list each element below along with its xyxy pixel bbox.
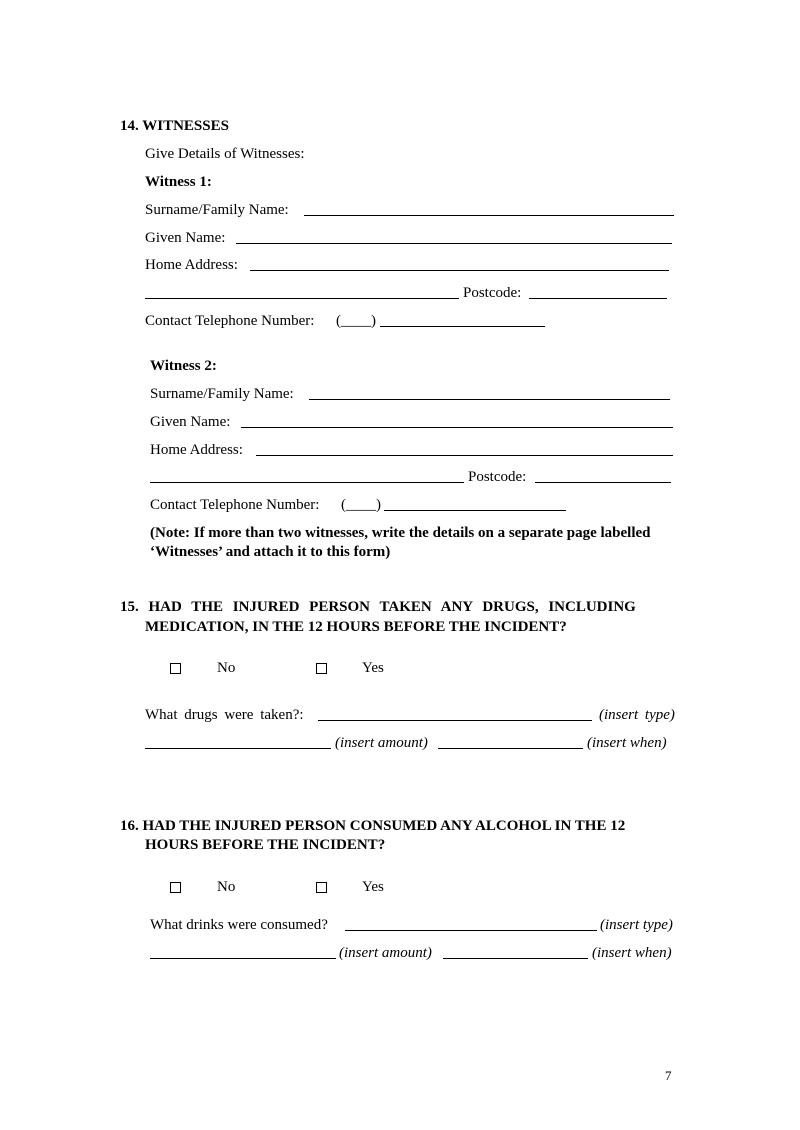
w2-phone-label: Contact Telephone Number:: [150, 497, 320, 513]
section-15-heading-line-2: MEDICATION, IN THE 12 HOURS BEFORE THE INCIDENT?: [145, 619, 567, 635]
w1-address-line2-field[interactable]: [145, 298, 459, 299]
section-14-heading: 14. WITNESSES: [120, 118, 229, 134]
w1-given-field[interactable]: [236, 243, 672, 244]
w1-address-field[interactable]: [250, 270, 669, 271]
drugs-when-field[interactable]: [438, 748, 583, 749]
drugs-when-hint: (insert when): [587, 735, 667, 751]
w2-postcode-label: Postcode:: [468, 469, 527, 485]
drugs-type-field[interactable]: [318, 720, 592, 721]
section-16-heading-line-2: HOURS BEFORE THE INCIDENT?: [145, 837, 386, 853]
w2-address-field[interactable]: [256, 455, 673, 456]
w1-postcode-field[interactable]: [529, 298, 667, 299]
witness-note-line-1: (Note: If more than two witnesses, write the details on a separate page labelled: [150, 525, 651, 541]
alcohol-amount-hint: (insert amount): [339, 945, 432, 961]
drugs-yes-checkbox[interactable]: [316, 663, 327, 674]
alcohol-type-hint: (insert type): [600, 917, 673, 933]
alcohol-yes-label: Yes: [362, 879, 384, 895]
witness-1-title: Witness 1:: [145, 174, 212, 190]
w2-surname-field[interactable]: [309, 399, 670, 400]
section-15-heading-line-1: 15. HAD THE INJURED PERSON TAKEN ANY DRUGS, INCLUDING: [120, 599, 636, 615]
drugs-amount-hint: (insert amount): [335, 735, 428, 751]
page-number: 7: [665, 1068, 672, 1083]
section-16-heading-line-1: 16. HAD THE INJURED PERSON CONSUMED ANY ALCOHOL IN THE 12: [120, 818, 626, 834]
w1-given-label: Given Name:: [145, 230, 226, 246]
drugs-no-checkbox[interactable]: [170, 663, 181, 674]
alcohol-when-field[interactable]: [443, 958, 588, 959]
drugs-no-label: No: [217, 660, 236, 676]
w2-given-field[interactable]: [241, 427, 673, 428]
w1-area-code-field[interactable]: (____): [336, 313, 376, 329]
drugs-yes-label: Yes: [362, 660, 384, 676]
w2-given-label: Given Name:: [150, 414, 231, 430]
alcohol-amount-field[interactable]: [150, 958, 336, 959]
w1-phone-label: Contact Telephone Number:: [145, 313, 315, 329]
drugs-type-hint: (insert type): [599, 707, 675, 723]
drugs-question: What drugs were taken?:: [145, 707, 304, 723]
w1-phone-field[interactable]: [380, 326, 545, 327]
w2-phone-field[interactable]: [384, 510, 566, 511]
witness-note-line-2: ‘Witnesses’ and attach it to this form): [150, 544, 391, 560]
w2-postcode-field[interactable]: [535, 482, 671, 483]
drugs-amount-field[interactable]: [145, 748, 331, 749]
w2-address-line2-field[interactable]: [150, 482, 464, 483]
alcohol-no-checkbox[interactable]: [170, 882, 181, 893]
alcohol-yes-checkbox[interactable]: [316, 882, 327, 893]
alcohol-question: What drinks were consumed?: [150, 917, 328, 933]
w1-address-label: Home Address:: [145, 257, 238, 273]
alcohol-when-hint: (insert when): [592, 945, 672, 961]
w1-surname-field[interactable]: [304, 215, 674, 216]
witness-2-title: Witness 2:: [150, 358, 217, 374]
alcohol-no-label: No: [217, 879, 236, 895]
w2-area-code-field[interactable]: (____): [341, 497, 381, 513]
w2-surname-label: Surname/Family Name:: [150, 386, 294, 402]
w1-postcode-label: Postcode:: [463, 285, 522, 301]
witness-intro: Give Details of Witnesses:: [145, 146, 305, 162]
w2-address-label: Home Address:: [150, 442, 243, 458]
alcohol-type-field[interactable]: [345, 930, 597, 931]
w1-surname-label: Surname/Family Name:: [145, 202, 289, 218]
